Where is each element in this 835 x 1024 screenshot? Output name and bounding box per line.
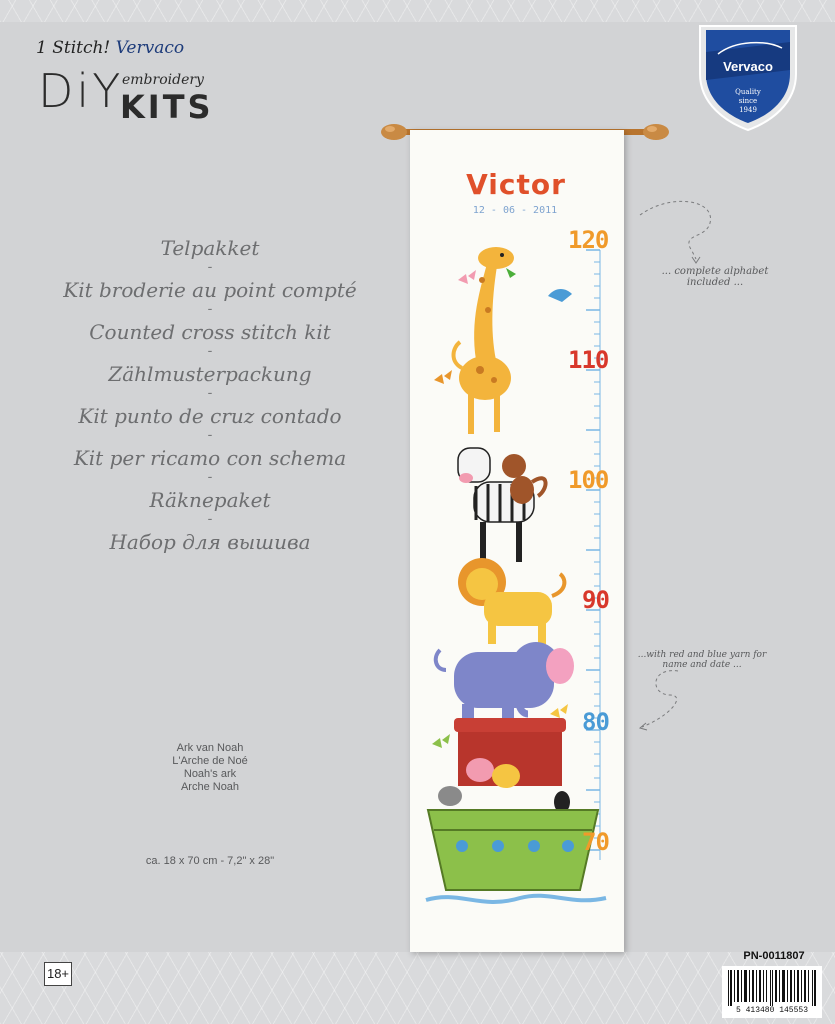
alphabet-note-line-2: included ... <box>686 277 744 288</box>
butterfly-icon <box>550 704 568 718</box>
brand-tagline <box>36 38 184 58</box>
brand-embroidery: embroidery <box>122 72 204 88</box>
lion-icon <box>458 558 564 644</box>
brand-diy: DiY <box>38 64 124 118</box>
lang-english: Counted cross stitch kit <box>89 320 331 344</box>
hex-pattern-bottom <box>0 952 835 1024</box>
ark-icon <box>426 718 606 902</box>
brand-kits: KITS <box>120 88 214 126</box>
barcode-number: 5 413480 145553 <box>735 1006 808 1015</box>
butterfly-icon <box>434 370 452 384</box>
product-size: ca. 18 x 70 cm - 7,2" x 28" <box>145 855 275 867</box>
yarn-note-line-1: ...with red and blue yarn for <box>637 650 767 660</box>
product-number: PN-0011807 <box>743 950 805 962</box>
lang-dutch: Telpakket <box>160 236 260 260</box>
lang-separator: - <box>207 385 213 401</box>
product-titles <box>100 742 320 794</box>
lang-german: Zählmusterpackung <box>108 362 312 386</box>
lang-french: Kit broderie au point compté <box>63 278 357 302</box>
ruler-mark-100: 100 <box>568 466 609 494</box>
title-german: Arche Noah <box>180 781 240 793</box>
yarn-note-line-2: name and date ... <box>662 660 742 670</box>
butterfly-icon <box>432 734 450 748</box>
ruler-mark-120: 120 <box>568 226 609 254</box>
lang-separator: - <box>207 301 213 317</box>
ruler-mark-110: 110 <box>568 346 609 374</box>
language-list <box>30 232 390 558</box>
yarn-note <box>622 650 782 670</box>
shield-tagline-2: since <box>738 97 758 105</box>
elephant-icon <box>436 642 574 722</box>
ruler-mark-90: 90 <box>582 586 609 614</box>
brand-stitch-name: Vervaco <box>115 38 185 58</box>
lang-separator: - <box>207 511 213 527</box>
shield-tagline-1: Quality <box>735 88 761 96</box>
brand-logo <box>32 30 212 130</box>
banner-name: Victor <box>466 168 566 201</box>
brand-stitch-prefix: 1 Stitch! <box>36 38 111 58</box>
title-french: L'Arche de Noé <box>172 755 248 767</box>
title-english: Noah's ark <box>183 768 237 780</box>
vervaco-shield-logo <box>696 22 800 132</box>
alphabet-note <box>640 266 790 288</box>
lang-separator: - <box>207 469 213 485</box>
alphabet-note-line-1: ... complete alphabet <box>661 266 769 277</box>
ruler-mark-80: 80 <box>582 708 609 736</box>
ruler-mark-70: 70 <box>582 828 609 856</box>
butterfly-icon <box>458 270 476 284</box>
lang-spanish: Kit punto de cruz contado <box>78 404 342 428</box>
hex-pattern-top <box>0 0 835 22</box>
age-badge: 18+ <box>44 962 72 986</box>
lang-russian: Набор для вышива <box>109 530 311 554</box>
lang-separator: - <box>207 259 213 275</box>
lang-separator: - <box>207 343 213 359</box>
lang-swedish: Räknepaket <box>149 488 271 512</box>
lang-separator: - <box>207 427 213 443</box>
bird-icon <box>548 289 572 302</box>
banner-date: 12 - 06 - 2011 <box>472 205 558 216</box>
shield-name: Vervaco <box>723 59 773 74</box>
title-dutch: Ark van Noah <box>176 742 244 754</box>
giraffe-icon <box>454 247 517 434</box>
ruler-ticks <box>586 250 600 850</box>
lang-italian: Kit per ricamo con schema <box>73 446 347 470</box>
shield-tagline-3: 1949 <box>739 106 757 114</box>
